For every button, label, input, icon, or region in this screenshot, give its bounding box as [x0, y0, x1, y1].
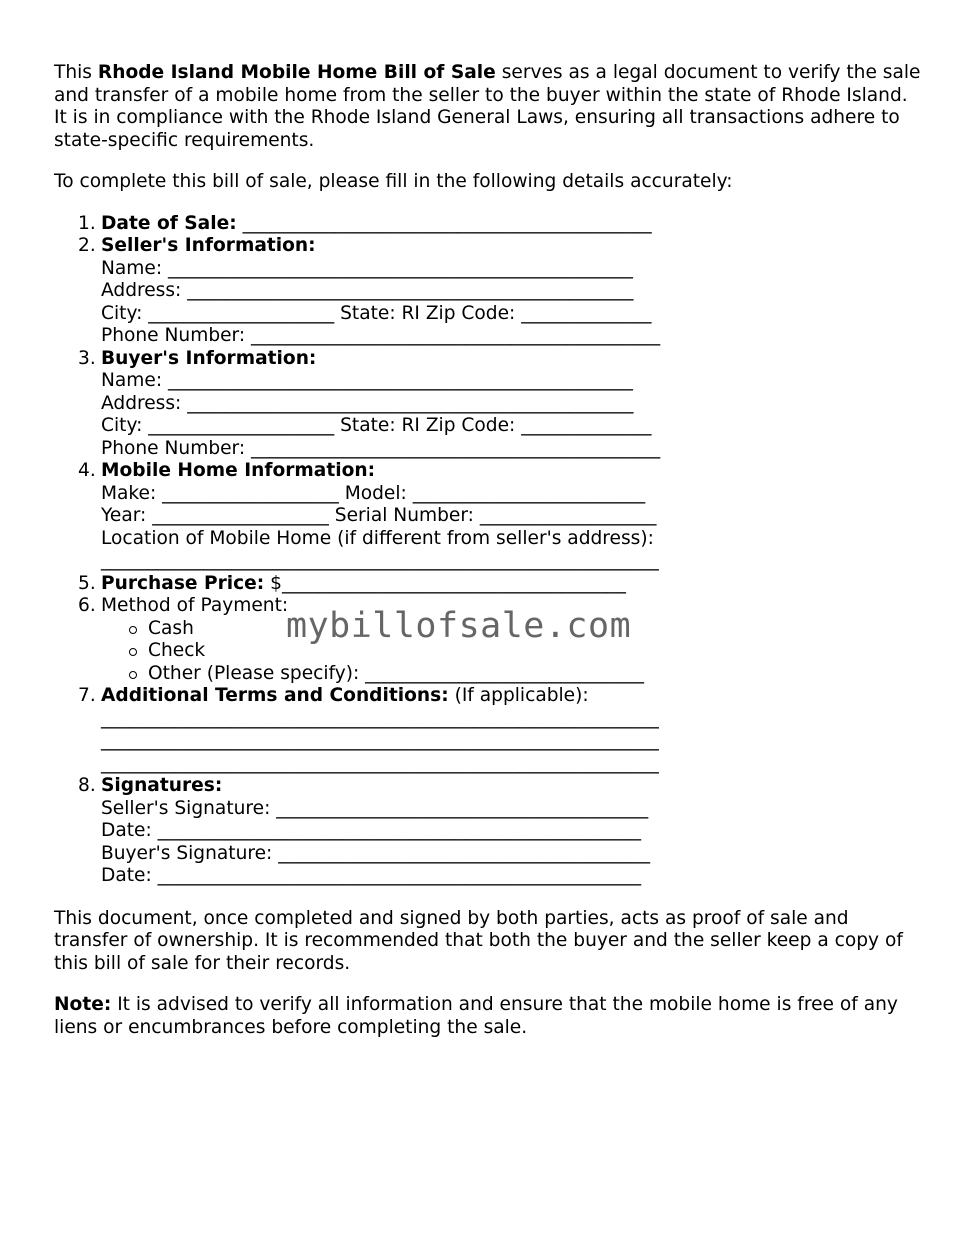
bill-of-sale-document: [54, 62, 924, 1039]
buyer-city-state-zip-field[interactable]: City: ____________________ State: RI Zip Code: ______________: [101, 415, 652, 436]
payment-method-item: 6. Method of Payment: Cash Check Other (Please specify): ______________________________: [54, 595, 924, 685]
seller-date-field[interactable]: Date: ____________________________________________________: [101, 820, 642, 841]
note-paragraph: Note: It is advised to verify all information and ensure that the mobile home is free of any liens or encumbrances before completing the sale.: [54, 994, 898, 1038]
year-serial-field[interactable]: Year: ___________________ Serial Number: ___________________: [101, 505, 657, 526]
seller-name-field[interactable]: Name: __________________________________________________: [101, 257, 633, 279]
terms-field-line[interactable]: ____________________________________________________________: [101, 707, 659, 729]
buyer-address-field[interactable]: Address: ________________________________________________: [101, 392, 634, 414]
circle-bullet-icon: [129, 626, 137, 634]
payment-option-cash[interactable]: Cash: [101, 618, 924, 641]
terms-field-line[interactable]: ____________________________________________________________: [101, 752, 659, 774]
purchase-price-label: Purchase Price:: [101, 572, 265, 594]
terms-field-line[interactable]: ____________________________________________________________: [101, 730, 659, 751]
circle-bullet-icon: [129, 648, 137, 656]
date-of-sale-label: Date of Sale:: [101, 212, 237, 234]
closing-paragraph: This document, once completed and signed by both parties, acts as proof of sale and transfer of ownership. It is recommended that both the buyer and the seller keep a copy of this bill of sale for their records.: [54, 907, 903, 974]
seller-info-item: 2. Seller's Information: Name: __________________________________________________ Address: ________________________________________________ City: ____________________ State: RI Zip Code: ______________ Phone Number: ____________________________________________: [54, 235, 924, 348]
date-of-sale-field[interactable]: ____________________________________________: [236, 212, 652, 234]
mobile-home-info-heading: Mobile Home Information:: [101, 460, 376, 481]
buyer-name-field[interactable]: Name: __________________________________________________: [101, 370, 633, 391]
mobile-home-info-item: 4. Mobile Home Information: Make: ___________________ Model: _________________________ Year: ___________________ Serial Number: ___________________ Location of Mobile Home (if different from seller's address): ____________________________________________________________: [54, 460, 924, 573]
seller-info-heading: Seller's Information:: [101, 235, 316, 256]
location-field[interactable]: ____________________________________________________________: [101, 550, 659, 571]
instructions-text: To complete this bill of sale, please fill in the following details accurately:: [54, 171, 733, 192]
payment-method-heading: Method of Payment:: [101, 595, 289, 616]
form-fields-list: [54, 213, 924, 888]
circle-bullet-icon: [129, 671, 137, 679]
signatures-heading: Signatures:: [101, 775, 223, 796]
buyer-signature-field[interactable]: Buyer's Signature: ________________________________________: [101, 842, 651, 864]
payment-option-check[interactable]: Check: [101, 640, 924, 663]
purchase-price-item: 5. Purchase Price: $_____________________________________: [78, 572, 626, 594]
payment-option-other[interactable]: Other (Please specify): ______________________________: [101, 663, 924, 686]
make-model-field[interactable]: Make: ___________________ Model: _________________________: [101, 482, 646, 504]
terms-item: 7. Additional Terms and Conditions: (If applicable): ____________________________________________________________ ____________________________________________________________ ____________________________________________________________: [54, 685, 924, 775]
document-title: Rhode Island Mobile Home Bill of Sale: [97, 62, 496, 83]
buyer-date-field[interactable]: Date: ____________________________________________________: [101, 865, 642, 886]
seller-address-field[interactable]: Address: ________________________________________________: [101, 280, 634, 301]
signatures-item: 8. Signatures: Seller's Signature: ________________________________________ Date: ____________________________________________________ Buyer's Signature: ________________________________________ Date: ____________________________________________________: [54, 775, 924, 888]
seller-signature-field[interactable]: Seller's Signature: ________________________________________: [101, 797, 649, 819]
note-label: Note:: [54, 994, 112, 1015]
watermark-text: mybillofsale.com: [286, 606, 632, 646]
intro-paragraph: This Rhode Island Mobile Home Bill of Sale serves as a legal document to verify the sale and transfer of a mobile home from the seller to the buyer within the state of Rhode Island. It is in compliance with the Rhode Island General Laws, ensuring all transactions adhere to state-specific requirements.: [54, 62, 921, 151]
location-label: Location of Mobile Home (if different from seller's address):: [101, 527, 654, 549]
buyer-phone-field[interactable]: Phone Number: ____________________________________________: [101, 437, 661, 459]
terms-heading: Additional Terms and Conditions:: [101, 685, 449, 706]
seller-phone-field[interactable]: Phone Number: ____________________________________________: [101, 325, 661, 346]
buyer-info-heading: Buyer's Information:: [101, 347, 317, 369]
date-of-sale-item: 1. Date of Sale: ____________________________________________: [78, 212, 652, 234]
purchase-price-field[interactable]: $_____________________________________: [264, 572, 626, 594]
seller-city-state-zip-field[interactable]: City: ____________________ State: RI Zip Code: ______________: [101, 302, 652, 324]
buyer-info-item: 3. Buyer's Information: Name: __________________________________________________ Address: ________________________________________________ City: ____________________ State: RI Zip Code: ______________ Phone Number: ____________________________________________: [54, 348, 924, 461]
